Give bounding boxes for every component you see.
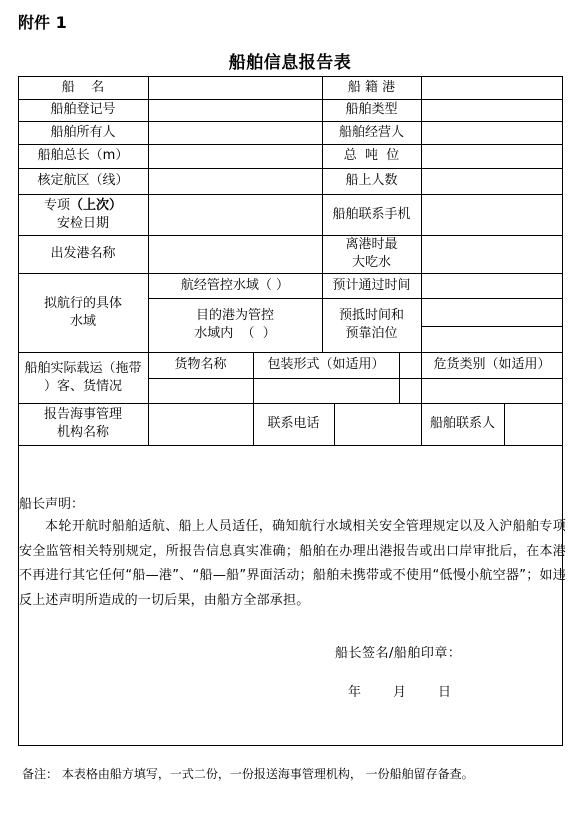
label-tonnage: 总 吨 位	[343, 148, 400, 163]
cargo-name-field[interactable]	[148, 378, 253, 403]
label-length: 船舶总长（m）	[37, 148, 129, 163]
label-registration-no: 船舶登记号	[50, 102, 116, 117]
label-special-inspection: 专项（上次） 安检日期	[43, 197, 123, 231]
ship-contact-field[interactable]	[504, 403, 563, 445]
label-eta-berth: 预抵时间和 预靠泊位	[338, 308, 404, 341]
label-intended-waters: 拟航行的具体 水域	[43, 295, 122, 329]
operator-field[interactable]	[421, 121, 563, 144]
label-navigation-area: 核定航区（线）	[37, 173, 129, 188]
navigation-area-field[interactable]	[148, 168, 322, 194]
phone-field[interactable]	[334, 403, 421, 445]
declaration-body: 本轮开航时船舶适航、船上人员适任，确知航行水域相关安全管理规定以及入沪船舶专项安全监管相关特别规定，所报告信息真实准确；船舶在办理出港报告或出口岸审批后，在本港不再进行其它任何“船—港”、“船—船”界面活动；船舶未携带或不使用“低慢小航空器”；如违反上述声明所造成的一切后果，由船方全部承担。	[19, 519, 566, 608]
length-field[interactable]	[148, 144, 322, 168]
controlled-waters-checkbox[interactable]: 航经管控水域（ ）	[180, 277, 290, 293]
label-cargo-name: 货物名称	[174, 357, 227, 372]
date-year: 年	[348, 685, 362, 700]
form-title: 船舶信息报告表	[228, 53, 352, 73]
label-owner: 船舶所有人	[50, 124, 116, 140]
date-day: 日	[438, 685, 452, 700]
dangerous-class-field[interactable]	[421, 378, 563, 403]
attachment-label: 附件 1	[18, 13, 67, 32]
packaging-field[interactable]	[253, 378, 399, 403]
label-departure-port: 出发港名称	[50, 246, 116, 261]
label-persons-onboard: 船上人数	[345, 173, 398, 188]
label-packaging: 包装形式（如适用）	[267, 357, 385, 372]
label-cargo: 船舶实际载运（拖带 ）客、货情况	[24, 360, 142, 394]
registration-no-field[interactable]	[148, 99, 322, 121]
departure-port-field[interactable]	[148, 235, 322, 273]
label-ship-type: 船舶类型	[345, 102, 398, 117]
row-line	[18, 445, 563, 446]
label-ship-contact: 船舶联系人	[429, 416, 495, 431]
special-inspection-field[interactable]	[148, 194, 322, 235]
signature-label: 船长签名/船舶印章：	[335, 646, 462, 661]
eta-field[interactable]	[421, 298, 563, 326]
label-ship-name: 船 名	[61, 79, 105, 95]
label-expected-pass-time: 预计通过时间	[332, 277, 411, 293]
label-operator: 船舶经营人	[338, 124, 404, 140]
port-of-registry-field[interactable]	[421, 76, 563, 99]
maritime-authority-field[interactable]	[148, 403, 253, 445]
footnote: 备注： 本表格由船方填写，一式二份，一份报送海事管理机构， 一份船舶留存备查。	[22, 767, 474, 781]
expected-pass-time-field[interactable]	[421, 273, 563, 298]
dest-controlled-checkbox[interactable]: 目的港为管控 水域内 （ ）	[194, 308, 276, 341]
label-max-draft: 离港时最 大吃水	[345, 237, 398, 270]
ship-type-field[interactable]	[421, 99, 563, 121]
owner-field[interactable]	[148, 121, 322, 144]
label-dangerous-class: 危货类别（如适用）	[433, 357, 551, 372]
contact-mobile-field[interactable]	[421, 194, 563, 235]
col-line	[399, 352, 400, 403]
tonnage-field[interactable]	[421, 144, 563, 168]
label-maritime-authority: 报告海事管理 机构名称	[43, 407, 122, 440]
label-phone: 联系电话	[267, 416, 320, 431]
persons-onboard-field[interactable]	[421, 168, 563, 194]
max-draft-field[interactable]	[421, 235, 563, 273]
label-contact-mobile: 船舶联系手机	[332, 206, 411, 222]
ship-name-field[interactable]	[148, 76, 322, 99]
label-port-of-registry: 船 籍 港	[347, 79, 396, 95]
berth-field[interactable]	[421, 326, 563, 352]
date-month: 月	[393, 685, 407, 700]
declaration-title: 船长声明：	[19, 497, 85, 512]
